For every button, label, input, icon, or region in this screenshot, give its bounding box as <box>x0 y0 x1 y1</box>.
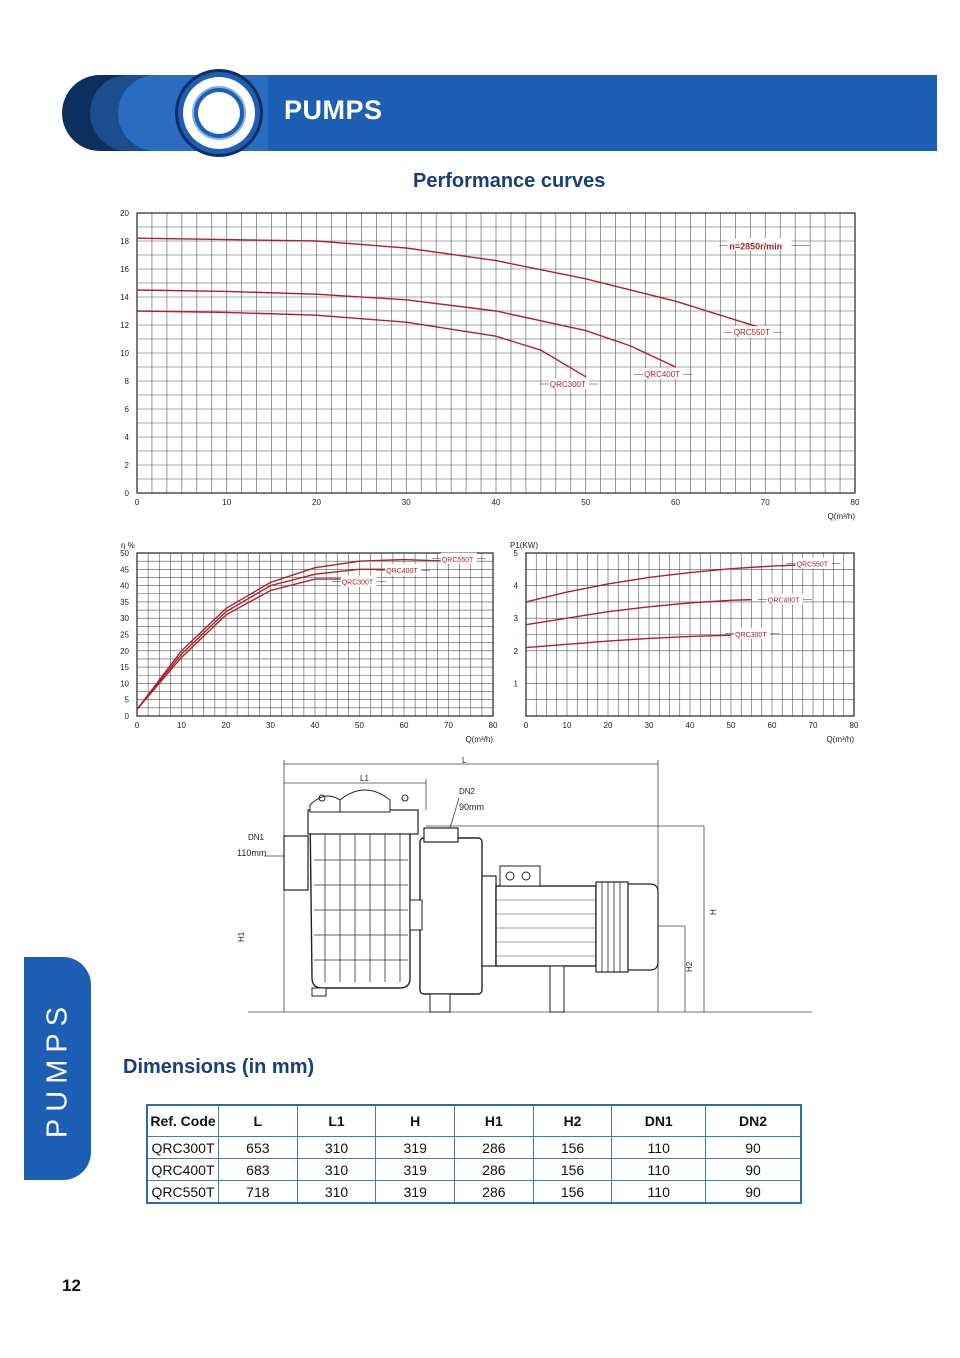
dimensions-title: Dimensions (in mm) <box>123 1056 315 1078</box>
x-axis-label: Q(m³/h) <box>827 512 855 521</box>
y-tick-label: 12 <box>120 321 129 330</box>
x-tick-label: 30 <box>644 721 654 730</box>
table-cell: 310 <box>297 1159 376 1181</box>
series-label: QRC300T <box>735 631 767 639</box>
table-cell: 90 <box>706 1137 801 1159</box>
table-cell: 156 <box>533 1159 612 1181</box>
dim-label-L: L <box>462 756 467 765</box>
y-tick-label: 10 <box>120 349 129 358</box>
col-header: Ref. Code <box>147 1105 219 1137</box>
table-cell: 683 <box>219 1159 298 1181</box>
y-tick-label: 14 <box>120 293 129 302</box>
table-row <box>147 1159 801 1181</box>
y-tick-label: 2 <box>124 461 129 470</box>
side-tab-label: PUMPS <box>41 999 73 1138</box>
series-label: QRC400T <box>644 370 681 380</box>
y-tick-label: 0 <box>124 712 129 721</box>
table-cell: 110 <box>612 1159 706 1181</box>
table-cell: 286 <box>455 1137 534 1159</box>
col-header: H2 <box>533 1105 612 1137</box>
col-header: H <box>376 1105 455 1137</box>
efficiency-curve-chart <box>100 530 510 745</box>
speed-annotation: n=2850r/min <box>729 241 783 252</box>
table-cell: QRC550T <box>147 1181 219 1204</box>
table-cell: 286 <box>455 1159 534 1181</box>
col-header: L <box>219 1105 298 1137</box>
series-label: QRC400T <box>767 597 800 605</box>
x-tick-label: 80 <box>488 721 498 730</box>
x-tick-label: 60 <box>399 721 409 730</box>
y-tick-label: 1 <box>513 679 518 689</box>
dn2-label: DN2 <box>459 787 476 796</box>
y-tick-label: 35 <box>120 597 129 607</box>
table-cell: 319 <box>376 1159 455 1181</box>
series-label: QRC300T <box>549 380 586 389</box>
y-tick-label: 25 <box>120 630 129 640</box>
x-tick-label: 10 <box>562 721 572 730</box>
x-tick-label: 40 <box>685 721 695 730</box>
dim-label-L1: L1 <box>360 774 369 783</box>
grid <box>137 213 855 493</box>
dn1-label: DN1 <box>248 833 265 842</box>
y-tick-label: 5 <box>513 549 518 558</box>
table-row <box>147 1181 801 1204</box>
y-tick-label: 8 <box>124 377 129 386</box>
dim-label-H: H <box>709 909 718 915</box>
table-cell: 90 <box>706 1159 801 1181</box>
table-cell: 110 <box>612 1137 706 1159</box>
x-tick-label: 40 <box>491 498 501 507</box>
y-tick-label: 45 <box>120 565 129 575</box>
x-tick-label: 50 <box>726 721 736 730</box>
x-tick-label: 30 <box>266 721 275 730</box>
table-cell: 653 <box>219 1137 298 1159</box>
ring-icon-core <box>198 92 240 134</box>
col-header: L1 <box>297 1105 376 1137</box>
x-tick-label: 80 <box>849 721 859 730</box>
y-tick-label: 30 <box>120 614 129 624</box>
x-tick-label: 0 <box>134 498 140 507</box>
power-curve-chart <box>500 530 870 745</box>
x-tick-label: 70 <box>444 721 453 730</box>
x-tick-label: 20 <box>312 498 321 507</box>
y-tick-label: 3 <box>513 614 518 624</box>
x-axis-label: Q(m³/h) <box>826 735 854 744</box>
dn1-size: 110mm <box>237 848 267 858</box>
y-tick-label: 0 <box>124 489 129 498</box>
grid <box>137 553 493 716</box>
table-cell: QRC400T <box>147 1159 219 1181</box>
y-tick-label: 4 <box>124 433 129 442</box>
y-axis-label: η % <box>121 541 135 550</box>
y-tick-label: 10 <box>120 679 129 689</box>
table-cell: 319 <box>376 1181 455 1204</box>
table-cell: 156 <box>533 1137 612 1159</box>
x-tick-label: 10 <box>177 721 186 730</box>
y-tick-label: 40 <box>120 581 129 591</box>
x-tick-label: 20 <box>603 721 613 730</box>
y-tick-label: 4 <box>513 581 518 591</box>
x-tick-label: 50 <box>581 498 591 507</box>
table-cell: QRC300T <box>147 1137 219 1159</box>
grid <box>526 553 854 716</box>
x-tick-label: 50 <box>355 721 364 730</box>
y-tick-label: 15 <box>120 663 129 673</box>
table-cell: 156 <box>533 1181 612 1204</box>
table-cell: 718 <box>219 1181 298 1204</box>
x-axis-label: Q(m³/h) <box>465 735 493 744</box>
y-tick-label: 50 <box>120 549 129 558</box>
col-header: H1 <box>455 1105 534 1137</box>
y-tick-label: 2 <box>513 646 518 656</box>
table-cell: 286 <box>455 1181 534 1204</box>
table-row <box>147 1137 801 1159</box>
table-cell: 319 <box>376 1137 455 1159</box>
x-tick-label: 80 <box>850 498 860 507</box>
dim-label-H2: H2 <box>685 961 694 972</box>
y-tick-label: 20 <box>120 209 129 218</box>
x-tick-label: 70 <box>760 498 770 507</box>
x-tick-label: 70 <box>808 721 818 730</box>
col-header: DN1 <box>612 1105 706 1137</box>
table-cell: 310 <box>297 1181 376 1204</box>
table-cell: 310 <box>297 1137 376 1159</box>
series-label: QRC550T <box>796 561 829 569</box>
side-section-tab <box>24 957 91 1180</box>
y-tick-label: 6 <box>124 405 129 414</box>
x-tick-label: 0 <box>523 721 529 730</box>
y-axis-label: P1(KW) <box>510 541 538 550</box>
x-tick-label: 20 <box>221 721 231 730</box>
head-curve-chart <box>100 200 870 530</box>
x-tick-label: 60 <box>767 721 777 730</box>
dn2-size: 90mm <box>459 802 485 812</box>
y-tick-label: 20 <box>120 646 129 656</box>
y-tick-label: 18 <box>120 237 129 246</box>
dimensions-table <box>146 1104 802 1204</box>
x-tick-label: 60 <box>671 498 680 507</box>
performance-curves-title: Performance curves <box>413 170 606 192</box>
page-title: PUMPS <box>284 95 383 125</box>
pump-dimension-drawing <box>230 750 830 1030</box>
x-tick-label: 0 <box>134 721 140 730</box>
y-tick-label: 5 <box>124 695 129 705</box>
series-label: QRC550T <box>733 328 770 338</box>
table-cell: 110 <box>612 1181 706 1204</box>
dim-label-H1: H1 <box>237 931 246 942</box>
table-header-row <box>147 1105 801 1137</box>
x-tick-label: 30 <box>401 498 411 507</box>
page-number: 12 <box>62 1276 81 1295</box>
x-tick-label: 40 <box>310 721 320 730</box>
series-label: QRC550T <box>441 556 474 564</box>
x-tick-label: 10 <box>222 498 232 507</box>
header-banner <box>62 75 937 151</box>
series-label: QRC400T <box>386 568 418 576</box>
col-header: DN2 <box>706 1105 801 1137</box>
series-label: QRC300T <box>341 579 374 587</box>
table-cell: 90 <box>706 1181 801 1204</box>
y-tick-label: 16 <box>120 265 129 274</box>
